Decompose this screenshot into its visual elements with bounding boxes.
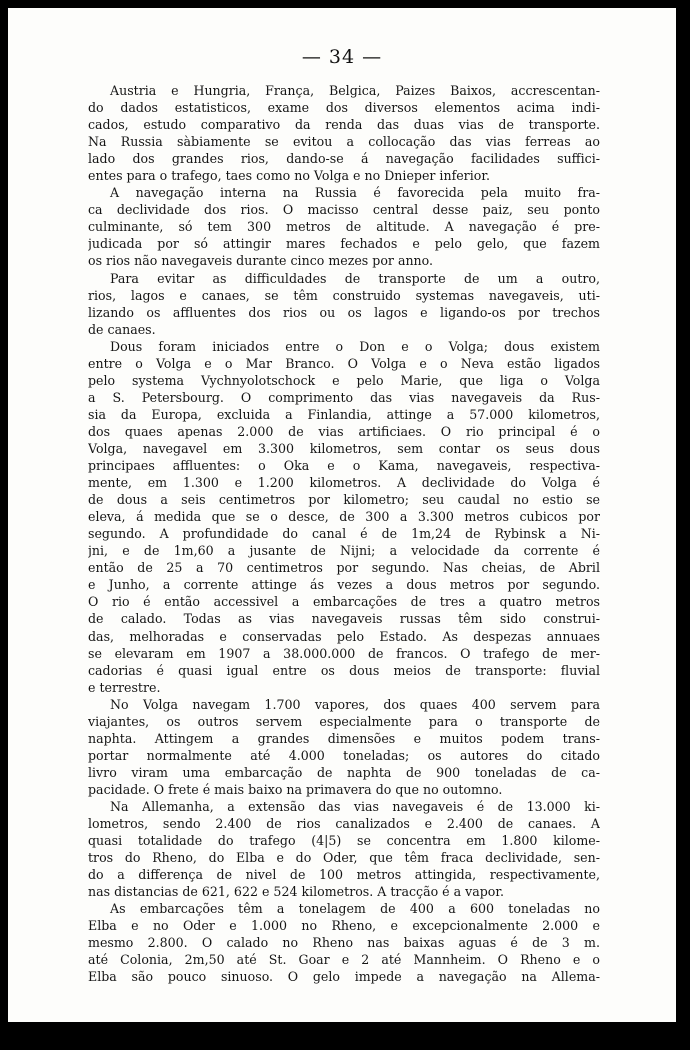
paragraph	[88, 338, 600, 696]
text-line: sia da Europa, excluida a Finlandia, attinge a 57.000 kilometros,	[88, 406, 600, 422]
paragraph	[88, 82, 600, 184]
text-line: lado dos grandes rios, dando-se á navegação facilidades suffici-	[88, 151, 600, 167]
text-line: culminante, só tem 300 metros de altitude. A navegação é pre-	[88, 219, 600, 235]
text-line: das, melhoradas e conservadas pelo Estado. As despezas annuaes	[88, 628, 600, 644]
text-line: de dous a seis centimetros por kilometro; seu caudal no estio se	[88, 492, 600, 508]
text-line: Na Russia sàbiamente se evitou a collocação das vias ferreas ao	[88, 134, 600, 150]
text-line: até Colonia, 2m,50 até St. Goar e 2 até Mannheim. O Rheno e o	[88, 952, 600, 968]
text-line: portar normalmente até 4.000 toneladas; os autores do citado	[88, 747, 600, 763]
text-line: viajantes, os outros servem especialmente para o transporte de	[88, 713, 600, 729]
paragraph	[88, 798, 600, 900]
body-text	[88, 82, 600, 985]
text-line: a S. Petersbourg. O comprimento das vias navegaveis da Rus-	[88, 389, 600, 405]
text-line: lizando os affluentes dos rios ou os lagos e ligando-os por trechos	[88, 304, 600, 320]
text-line: mesmo 2.800. O calado no Rheno nas baixas aguas é de 3 m.	[88, 935, 600, 951]
text-line: dos quaes apenas 2.000 de vias artificiaes. O rio principal é o	[88, 423, 600, 439]
text-line: do a differença de nivel de 100 metros attingida, respectivamente,	[88, 867, 600, 883]
text-line: e Junho, a corrente attinge ás vezes a dous metros por segundo.	[88, 577, 600, 593]
text-line: entes para o trafego, taes como no Volga e no Dnieper inferior.	[88, 168, 490, 184]
text-line: e terrestre.	[88, 679, 161, 695]
text-line: A navegação interna na Russia é favorecida pela muito fra-	[110, 185, 600, 201]
text-line: naphta. Attingem a grandes dimensões e muitos podem trans-	[88, 730, 600, 746]
text-line: mente, em 1.300 e 1.200 kilometros. A declividade do Volga é	[88, 475, 600, 491]
text-line: pacidade. O frete é mais baixo na primavera do que no outomno.	[88, 781, 503, 797]
text-line: de calado. Todas as vias navegaveis russas têm sido construi-	[88, 611, 600, 627]
text-line: cadorias é quasi igual entre os dous meios de transporte: fluvial	[88, 662, 600, 678]
text-line: do dados estatisticos, exame dos diversos elementos acima indi-	[88, 100, 600, 116]
text-line: Volga, navegavel em 3.300 kilometros, sem contar os seus dous	[88, 440, 600, 456]
page-number: — 34 —	[301, 46, 383, 68]
text-line: jni, e de 1m,60 a jusante de Nijni; a velocidade da corrente é	[88, 543, 600, 559]
text-line: Para evitar as difficuldades de transporte de um a outro,	[110, 270, 600, 286]
text-line: então de 25 a 70 centimetros por segundo. Nas cheias, de Abril	[88, 560, 600, 576]
text-line: entre o Volga e o Mar Branco. O Volga e o Neva estão ligados	[88, 355, 600, 371]
text-line: nas distancias de 621, 622 e 524 kilometros. A tracção é a vapor.	[88, 884, 505, 900]
paragraph	[88, 270, 600, 338]
text-line: eleva, á medida que se o desce, de 300 a 3.300 metros cubicos por	[88, 509, 600, 525]
text-line: Austria e Hungria, França, Belgica, Paizes Baixos, accrescentan-	[110, 83, 600, 98]
text-line: Elba e no Oder e 1.000 no Rheno, e excepcionalmente 2.000 e	[88, 918, 600, 934]
text-line: Na Allemanha, a extensão das vias navegaveis é de 13.000 ki-	[110, 798, 600, 814]
text-line: de canaes.	[88, 321, 156, 337]
text-line: tros do Rheno, do Elba e do Oder, que têm fraca declividade, sen-	[88, 850, 600, 866]
text-line: Elba são pouco sinuoso. O gelo impede a navegação na Allema-	[88, 969, 600, 985]
text-line: segundo. A profundidade do canal é de 1m,24 de Rybinsk a Ni-	[88, 526, 600, 542]
text-line: ca declividade dos rios. O macisso central desse paiz, seu ponto	[88, 202, 600, 218]
paragraph	[88, 696, 600, 798]
text-line: principaes affluentes: o Oka e o Kama, navegaveis, respectiva-	[88, 458, 600, 474]
text-line: lometros, sendo 2.400 de rios canalizados e 2.400 de canaes. A	[88, 816, 600, 832]
text-line: os rios não navegaveis durante cinco mezes por anno.	[88, 253, 434, 269]
text-line: Dous foram iniciados entre o Don e o Volga; dous existem	[110, 338, 600, 354]
text-line: No Volga navegam 1.700 vapores, dos quaes 400 servem para	[110, 696, 600, 712]
text-line: cados, estudo comparativo da renda das duas vias de transporte.	[88, 117, 600, 133]
text-line: quasi totalidade do trafego (4|5) se concentra em 1.800 kilome-	[88, 833, 600, 849]
paragraph	[88, 900, 600, 985]
text-line: pelo systema Vychnyolotschock e pelo Marie, que liga o Volga	[88, 372, 600, 388]
text-line: rios, lagos e canaes, se têm construido systemas navegaveis, uti-	[88, 287, 600, 303]
book-page	[8, 8, 676, 1022]
paragraph	[88, 184, 600, 269]
text-line: livro viram uma embarcação de naphta de 900 toneladas de ca-	[88, 764, 600, 780]
text-line: As embarcações têm a tonelagem de 400 a 600 toneladas no	[110, 901, 600, 917]
text-line: se elevaram em 1907 a 38.000.000 de francos. O trafego de mer-	[88, 645, 600, 661]
text-line: judicada por só attingir mares fechados e pelo gelo, que fazem	[88, 236, 600, 252]
text-line: O rio é então accessivel a embarcações de tres a quatro metros	[88, 594, 600, 610]
